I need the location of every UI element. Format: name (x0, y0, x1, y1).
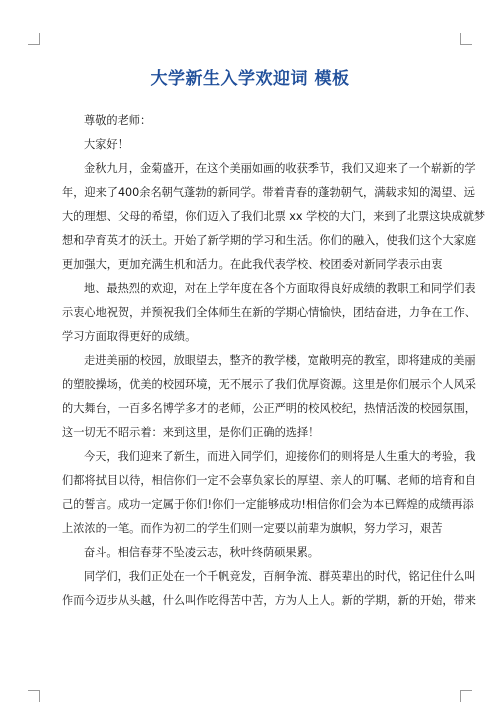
crop-mark-bottom-left (28, 690, 40, 702)
crop-mark-bottom-right (460, 690, 472, 702)
body-line: 的塑胶操场，优美的校园环境，无不展示了我们优厚资源。这里是你们展示个人风采 (62, 378, 476, 391)
body-line: 己的誓言。成功一定属于你们!你们一定能够成功!相信你们会为本已辉煌的成绩再添 (62, 498, 474, 511)
body-line: 的大舞台，一百多名博学多才的老师，公正严明的校风校纪，热情活泼的校园氛围， (62, 402, 476, 415)
document-title: 大学新生入学欢迎词 模板 (150, 69, 350, 89)
body-line: 作而今迈步从头越，什么叫作吃得苦中苦，方为人上人。新的学期，新的开始，带来 (62, 594, 476, 607)
body-line: 地、最热烈的欢迎，对在上学年度在各个方面取得良好成绩的教职工和同学们表 (84, 282, 476, 295)
body-line: 金秋九月，金菊盛开，在这个美丽如画的收获季节，我们又迎来了一个崭新的学 (84, 162, 476, 175)
body-line: 更加强大，更加充满生机和活力。在此我代表学校、校团委对新同学表示由衷 (62, 258, 443, 271)
document-body (62, 109, 486, 613)
body-line: 学习方面取得更好的成绩。 (62, 330, 197, 343)
body-line: 走进美丽的校园，放眼望去，整齐的教学楼，宽敞明亮的教室，即将建成的美丽 (84, 354, 476, 367)
body-line: 示衷心地祝贺，并预祝我们全体师生在新的学期心情愉快，团结奋进，力争在工作、 (62, 306, 476, 319)
greeting: 大家好！ (84, 138, 129, 151)
salutation: 尊敬的老师： (84, 114, 152, 127)
body-line: 同学们，我们正处在一个千帆竞发，百舸争流、群英辈出的时代，铭记住什么叫 (84, 570, 476, 583)
body-line: 这一切无不昭示着：来到这里，是你们正确的选择！ (62, 426, 320, 439)
body-line: 想和孕育英才的沃土。开始了新学期的学习和生活。你们的融入，使我们这个大家庭 (62, 234, 476, 247)
crop-mark-top-left (28, 33, 40, 45)
body-line: 年，迎来了400余名朝气蓬勃的新同学。带着青春的蓬勃朝气，满载求知的渴望、远 (62, 186, 475, 199)
body-line: 们都将拭目以待，相信你们一定不会辜负家长的厚望、亲人的叮嘱、老师的培育和自 (62, 474, 476, 487)
body-line: 大的理想、父母的希望，你们迈入了我们北票 xx 学校的大门，来到了北票这块成就梦 (62, 210, 486, 223)
crop-mark-top-right (460, 33, 472, 45)
body-line: 奋斗。相信春芽不坠凌云志，秋叶终荫硕果累。 (84, 546, 319, 559)
body-line: 今天，我们迎来了新生，而进入同学们，迎接你们的则将是人生重大的考验，我 (84, 450, 476, 463)
body-line: 上浓浓的一笔。而作为初二的学生们则一定要以前辈为旗帜，努力学习，艰苦 (62, 522, 443, 535)
